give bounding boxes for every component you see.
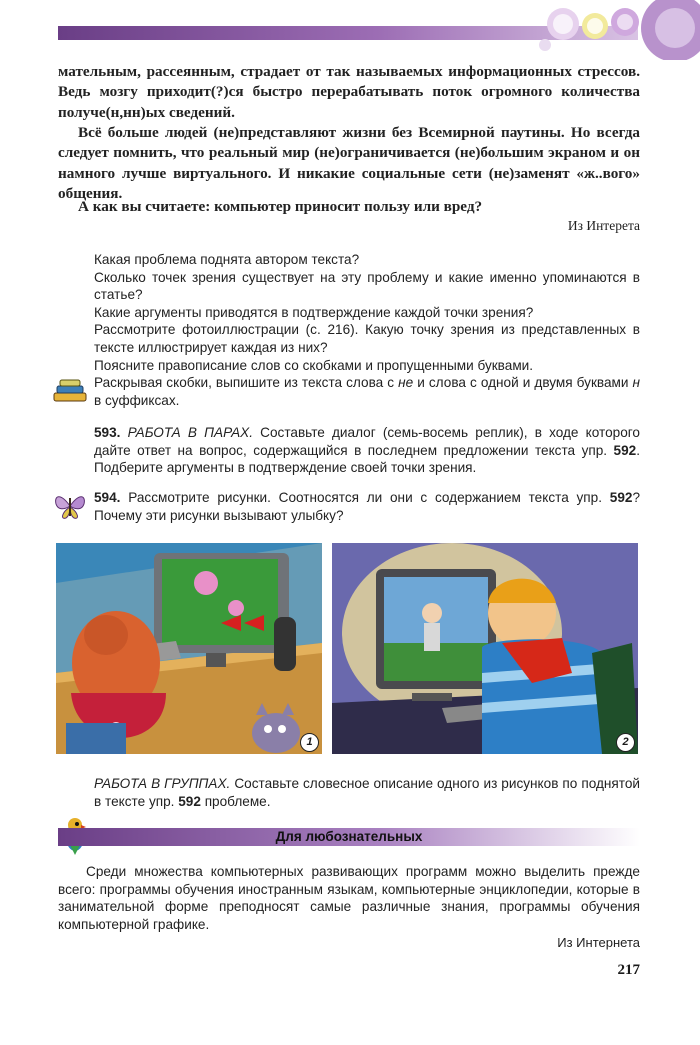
group-task-ref: 592 xyxy=(178,793,201,809)
group-task-text-end: проблеме. xyxy=(204,793,271,809)
illustration-girl-computer xyxy=(56,543,322,754)
q6-text-a: Раскрывая скобки, выпишите из текста слова с xyxy=(94,375,395,391)
illustration-boy-computer xyxy=(332,543,638,754)
curious-header xyxy=(58,828,640,846)
page-number: 217 xyxy=(617,962,640,978)
source-caption: Из Интерета xyxy=(567,218,640,233)
question-item: Какая проблема поднята автором текста? xyxy=(94,252,360,267)
task-593-number: 593. xyxy=(94,425,121,440)
butterfly-icon xyxy=(52,490,88,522)
task-594-ref: 592 xyxy=(609,490,633,505)
q6-text-c: и слова с одной и двумя буквами xyxy=(417,375,629,391)
task-594 xyxy=(94,489,640,524)
q6-text-d: н xyxy=(632,375,641,391)
group-task-text: Составьте словесное описание одного из рисунков по поднятой в тексте упр. xyxy=(94,776,640,809)
q6-text-e: в суффиксах. xyxy=(94,392,180,408)
task-594-text-end: ? Почему эти рисунки вызывают улыбку? xyxy=(94,490,641,523)
task-593-text: Составьте диалог (семь-восемь реплик), в ходе которого дайте ответ на вопрос, содержащийся в последнем предложении текста упр. xyxy=(94,425,640,458)
paragraph-3: А как вы считаете: компьютер приносит пользу или вред? xyxy=(78,198,483,215)
decorative-circles xyxy=(525,0,700,60)
question-item xyxy=(94,374,640,409)
task-594-number: 594. xyxy=(94,490,121,505)
curious-text: Среди множества компьютерных развивающих программ можно выделить прежде всего: программы обучения иностранным языкам, компьютерные энциклопедии, которые в занимательной форме преподносят самые различные знания, программы обучения компьютерной графике. xyxy=(58,864,640,932)
question-item: Рассмотрите фотоиллюстрации (с. 216). Какую точку зрения из представленных в тексте иллюстрирует каждая из них? xyxy=(94,322,640,355)
task-593 xyxy=(94,424,640,477)
q6-text-b: не xyxy=(398,375,414,391)
group-task xyxy=(94,775,640,810)
questions-list xyxy=(94,251,640,409)
curious-source: Из Интернета xyxy=(557,935,640,950)
question-item: Какие аргументы приводятся в подтверждение каждой точки зрения? xyxy=(94,304,534,320)
task-593-text-end: . Подберите аргументы в подтверждение своей точки зрения. xyxy=(94,442,641,476)
task-594-text: Рассмотрите рисунки. Соотносятся ли они с содержанием текста упр. xyxy=(128,490,603,505)
girl-computer-drawing xyxy=(56,543,322,754)
boy-computer-drawing xyxy=(332,543,638,754)
curious-title: Для любознательных xyxy=(275,829,423,844)
task-593-ref: 592 xyxy=(613,442,637,458)
group-task-label: РАБОТА В ГРУППАХ. xyxy=(94,776,231,791)
books-icon xyxy=(52,378,88,404)
question-item: Сколько точек зрения существует на эту проблему и какие именно упоминаются в статье? xyxy=(94,269,640,303)
paragraph-1: мательным, рассеянным, страдает от так называемых информационных стрессов. Ведь мозгу приходит(?)ся быстро перерабатывать поток огромного количества получе(н,нн)ых сведений. xyxy=(58,63,640,121)
paragraph-2: Всё больше людей (не)представляют жизни без Всемирной паутины. Но всегда следует помнить, что реальный мир (не)ограничивается (не)большим экраном и он намного лучше виртуального. И никакие социальные сети (не)заменят «ж..вого» общения. xyxy=(58,124,640,202)
picture-badge-1: 1 xyxy=(300,733,319,752)
picture-badge-2: 2 xyxy=(616,733,635,752)
question-item: Поясните правописание слов со скобками и пропущенными буквами. xyxy=(94,357,534,373)
task-593-label: РАБОТА В ПАРАХ. xyxy=(127,425,253,440)
